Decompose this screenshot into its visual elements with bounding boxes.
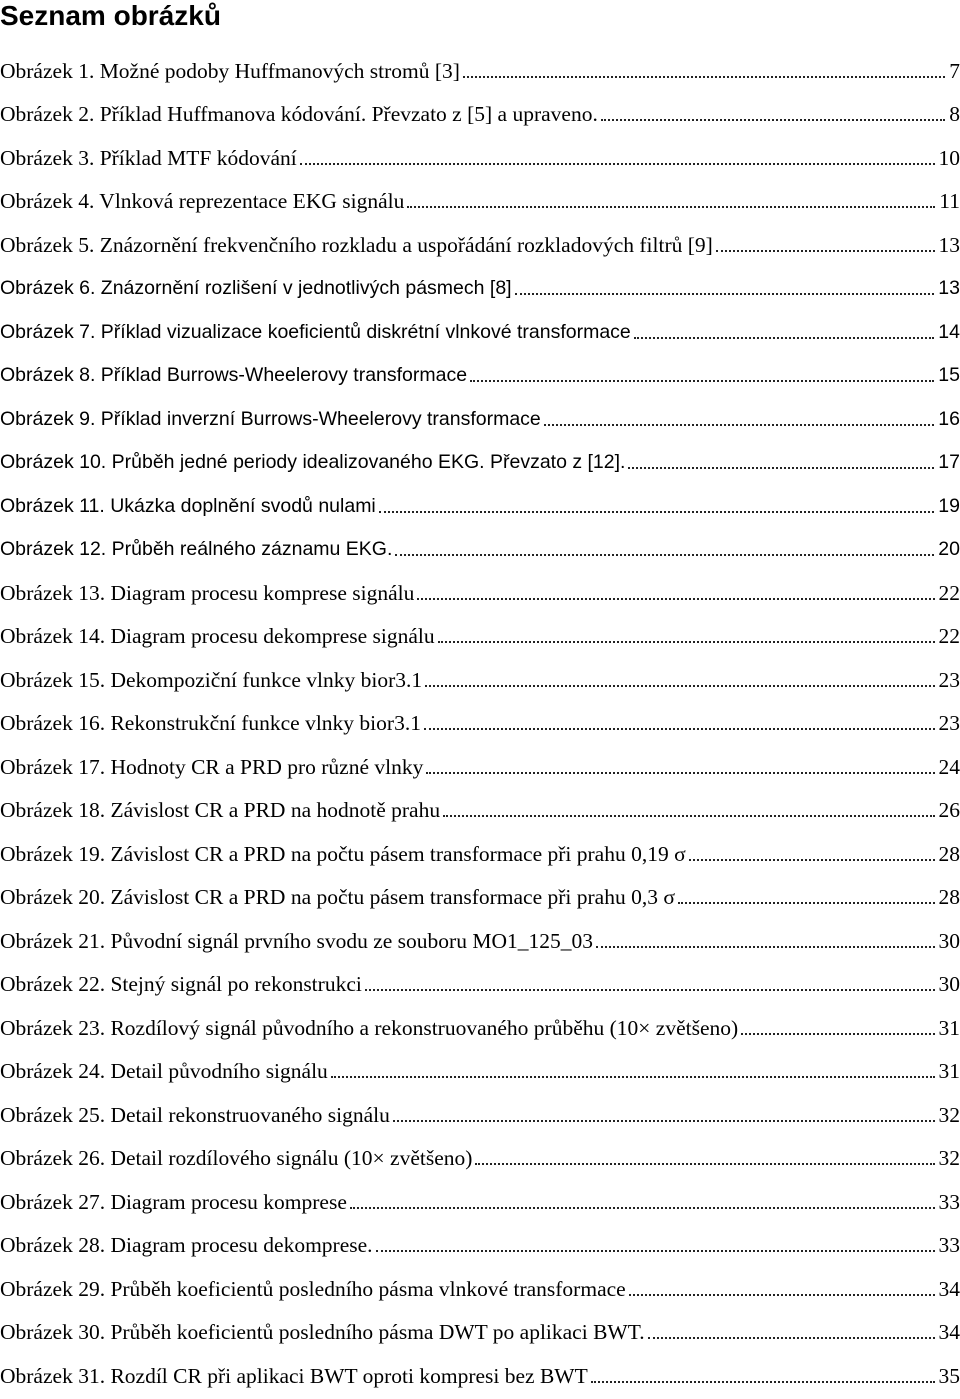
list-item[interactable] <box>0 487 960 519</box>
entry-label: Obrázek 8. Příklad Burrows-Wheelerovy transformace <box>0 364 468 386</box>
entry-label: Obrázek 12. Průběh reálného záznamu EKG. <box>0 538 393 560</box>
dot-leader <box>350 1195 935 1209</box>
entry-label: Obrázek 4. Vlnková reprezentace EKG signálu <box>0 189 405 213</box>
list-item[interactable] <box>0 835 960 867</box>
page-number: 17 <box>938 451 960 473</box>
page-number: 32 <box>938 1146 960 1170</box>
entry-label: Obrázek 30. Průběh koeficientů posledního pásma DWT po aplikaci BWT. <box>0 1320 645 1344</box>
entry-label: Obrázek 6. Znázornění rozlišení v jednotlivých pásmech [8] <box>0 277 512 299</box>
page-number: 14 <box>938 321 960 343</box>
page-number: 23 <box>938 668 960 692</box>
list-item[interactable] <box>0 1096 960 1128</box>
entry-label: Obrázek 28. Diagram procesu dekomprese. <box>0 1233 373 1257</box>
dot-leader <box>376 1238 935 1252</box>
entry-label: Obrázek 11. Ukázka doplnění svodů nulami <box>0 495 376 517</box>
list-item[interactable] <box>0 574 960 606</box>
page-number: 8 <box>949 102 960 126</box>
page-number: 11 <box>939 189 960 213</box>
page-number: 28 <box>938 885 960 909</box>
list-item[interactable] <box>0 922 960 954</box>
page-number: 31 <box>938 1059 960 1083</box>
page-number: 15 <box>938 364 960 386</box>
list-item[interactable] <box>0 617 960 649</box>
entry-label: Obrázek 20. Závislost CR a PRD na počtu pásem transformace při prahu 0,3 σ <box>0 885 675 909</box>
dot-leader <box>438 629 935 643</box>
page-number: 22 <box>938 581 960 605</box>
list-item[interactable] <box>0 52 960 84</box>
entry-label: Obrázek 22. Stejný signál po rekonstrukci <box>0 972 362 996</box>
list-item[interactable] <box>0 95 960 127</box>
dot-leader <box>678 890 935 904</box>
list-item[interactable] <box>0 269 960 301</box>
page-number: 34 <box>938 1277 960 1301</box>
dot-leader <box>716 238 935 252</box>
page-number: 30 <box>938 972 960 996</box>
page-number: 26 <box>938 798 960 822</box>
entry-label: Obrázek 1. Možné podoby Huffmanových stromů [3] <box>0 59 460 83</box>
list-item[interactable] <box>0 1313 960 1345</box>
entry-label: Obrázek 5. Znázornění frekvenčního rozkladu a uspořádání rozkladových filtrů [9] <box>0 233 713 257</box>
dot-leader <box>393 1108 935 1122</box>
dot-leader <box>426 760 934 774</box>
dot-leader <box>544 412 935 426</box>
dot-leader <box>424 716 935 730</box>
dot-leader <box>475 1151 934 1165</box>
list-item[interactable] <box>0 1052 960 1084</box>
list-item[interactable] <box>0 182 960 214</box>
page-number: 33 <box>938 1233 960 1257</box>
entry-label: Obrázek 16. Rekonstrukční funkce vlnky bior3.1 <box>0 711 421 735</box>
entry-label: Obrázek 10. Průběh jedné periody idealizovaného EKG. Převzato z [12]. <box>0 451 626 473</box>
entry-label: Obrázek 21. Původní signál prvního svodu ze souboru MO1_125_03 <box>0 929 593 953</box>
list-item[interactable] <box>0 1009 960 1041</box>
entry-label: Obrázek 17. Hodnoty CR a PRD pro různé vlnky <box>0 755 424 779</box>
list-item[interactable] <box>0 1139 960 1171</box>
page-number: 16 <box>938 408 960 430</box>
list-item[interactable] <box>0 139 960 171</box>
entry-label: Obrázek 3. Příklad MTF kódování <box>0 146 297 170</box>
list-item[interactable] <box>0 1226 960 1258</box>
dot-leader <box>628 455 934 469</box>
list-item[interactable] <box>0 443 960 475</box>
list-item[interactable] <box>0 226 960 258</box>
list-item[interactable] <box>0 704 960 736</box>
entry-label: Obrázek 9. Příklad inverzní Burrows-Wheelerovy transformace <box>0 408 541 430</box>
entry-label: Obrázek 24. Detail původního signálu <box>0 1059 328 1083</box>
page-number: 32 <box>938 1103 960 1127</box>
dot-leader <box>417 586 934 600</box>
dot-leader <box>741 1021 934 1035</box>
dot-leader <box>425 673 934 687</box>
list-item[interactable] <box>0 748 960 780</box>
list-item[interactable] <box>0 356 960 388</box>
list-item[interactable] <box>0 1270 960 1302</box>
dot-leader <box>395 542 934 556</box>
entry-label: Obrázek 23. Rozdílový signál původního a rekonstruovaného průběhu (10× zvětšeno) <box>0 1016 739 1040</box>
page-number: 33 <box>938 1190 960 1214</box>
entry-label: Obrázek 7. Příklad vizualizace koeficientů diskrétní vlnkové transformace <box>0 321 631 343</box>
page-number: 35 <box>938 1364 960 1388</box>
dot-leader <box>443 803 934 817</box>
entry-label: Obrázek 14. Diagram procesu dekomprese signálu <box>0 624 435 648</box>
list-item[interactable] <box>0 400 960 432</box>
list-item[interactable] <box>0 1357 960 1389</box>
dot-leader <box>629 1282 935 1296</box>
list-item[interactable] <box>0 965 960 997</box>
entry-label: Obrázek 27. Diagram procesu komprese <box>0 1190 347 1214</box>
page-number: 10 <box>938 146 960 170</box>
dot-leader <box>331 1064 935 1078</box>
dot-leader <box>648 1325 935 1339</box>
dot-leader <box>365 977 935 991</box>
dot-leader <box>689 847 935 861</box>
dot-leader <box>601 107 945 121</box>
page-number: 24 <box>938 755 960 779</box>
dot-leader <box>470 368 934 382</box>
page-number: 19 <box>938 495 960 517</box>
page-number: 28 <box>938 842 960 866</box>
page-number: 30 <box>938 929 960 953</box>
page-number: 20 <box>938 538 960 560</box>
entry-label: Obrázek 15. Dekompoziční funkce vlnky bior3.1 <box>0 668 423 692</box>
list-item[interactable] <box>0 791 960 823</box>
entry-label: Obrázek 31. Rozdíl CR při aplikaci BWT oproti kompresi bez BWT <box>0 1364 588 1388</box>
entry-label: Obrázek 26. Detail rozdílového signálu (10× zvětšeno) <box>0 1146 473 1170</box>
page-number: 23 <box>938 711 960 735</box>
page-number: 13 <box>938 277 960 299</box>
page-number: 34 <box>938 1320 960 1344</box>
dot-leader <box>591 1369 935 1383</box>
dot-leader <box>463 64 945 78</box>
page-number: 13 <box>938 233 960 257</box>
entry-label: Obrázek 2. Příklad Huffmanova kódování. Převzato z [5] a upraveno. <box>0 102 598 126</box>
dot-leader <box>300 151 935 165</box>
entry-label: Obrázek 25. Detail rekonstruovaného signálu <box>0 1103 390 1127</box>
dot-leader <box>634 325 935 339</box>
page-number: 7 <box>949 59 960 83</box>
dot-leader <box>379 499 935 513</box>
list-item[interactable] <box>0 661 960 693</box>
entry-label: Obrázek 19. Závislost CR a PRD na počtu pásem transformace při prahu 0,19 σ <box>0 842 686 866</box>
entry-label: Obrázek 29. Průběh koeficientů posledního pásma vlnkové transformace <box>0 1277 626 1301</box>
dot-leader <box>515 281 935 295</box>
dot-leader <box>596 934 935 948</box>
list-item[interactable] <box>0 313 960 345</box>
list-item[interactable] <box>0 878 960 910</box>
page-number: 31 <box>938 1016 960 1040</box>
page-title: Seznam obrázků <box>0 0 221 31</box>
list-item[interactable] <box>0 530 960 562</box>
dot-leader <box>407 194 935 208</box>
list-item[interactable] <box>0 1183 960 1215</box>
entry-label: Obrázek 13. Diagram procesu komprese signálu <box>0 581 415 605</box>
page-number: 22 <box>938 624 960 648</box>
entry-label: Obrázek 18. Závislost CR a PRD na hodnotě prahu <box>0 798 441 822</box>
